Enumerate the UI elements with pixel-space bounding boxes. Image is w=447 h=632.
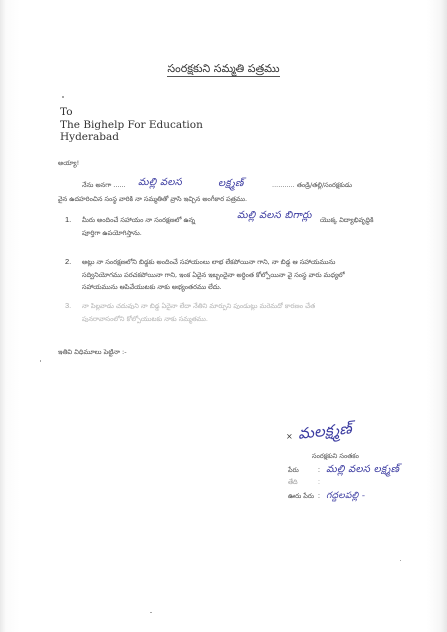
scan-speck	[62, 96, 64, 98]
intro-dots: ...........	[272, 181, 295, 189]
intro-line-2: వైన ఉదహరించిన సంస్థ వారికి నా సమ్మతితో వ్రాసి ఇచ్చిన అంగీకార పత్రము.	[58, 195, 248, 203]
name-colon: :	[318, 467, 320, 474]
intro-prefix: నేను అనగా ......	[82, 181, 126, 189]
place-value: గద్దలపల్లి -	[326, 491, 366, 501]
relation-text: తండ్రి/తల్లి/సంరక్షకుడు	[296, 181, 352, 189]
intro-relation	[272, 181, 352, 191]
address-line-to: To	[60, 106, 73, 118]
name-field	[288, 463, 399, 477]
clause-1-text	[82, 210, 400, 239]
clause-1-handwritten: మల్లి వలస బిగార్లు	[237, 210, 312, 221]
clause-2-line3: సహాయమును ఆపివేయుటకు నాకు అభ్యంతరము లేదు.	[82, 283, 222, 291]
clause-1-line2: పూర్తిగా ఉపయోగిస్తాను.	[82, 228, 142, 237]
clause-3-text	[82, 300, 400, 325]
clause-1-before: మీరు అందించే సహాయం నా సంరక్షణలో ఉన్న	[82, 216, 196, 224]
recipient-address	[60, 106, 203, 144]
clause-3-number: 3.	[65, 301, 72, 310]
clause-2	[65, 256, 400, 294]
salutation: అయ్యా!	[58, 159, 80, 167]
handwritten-name: మల్లి వలస	[138, 177, 183, 188]
form-title-text: సంరక్షకుని సమ్మతి పత్రము	[167, 62, 280, 75]
signature-mark: ×	[286, 432, 293, 441]
name-value: మల్లి వలస లక్ష్మణ్	[326, 464, 400, 475]
place-colon: :	[318, 493, 320, 500]
date-colon: :	[318, 479, 320, 486]
clause-2-text	[82, 256, 400, 294]
clause-2-number: 2.	[65, 257, 72, 266]
handwritten-name-2: లక్ష్మణ్	[218, 178, 244, 189]
date-field	[288, 478, 324, 488]
clause-3-line2: పునరావాసంలోని కోల్పోయుటకు నాకు సమ్మతము.	[82, 314, 208, 323]
closing-line: ఇతివి విధిమూలు పెట్టినా :-	[58, 348, 127, 356]
signature-label: సంరక్షకుని సంతకం	[312, 452, 359, 460]
guardian-signature: మలక్ష్మణ్	[296, 419, 353, 443]
scan-speck	[400, 560, 401, 561]
clause-1	[65, 210, 400, 239]
clause-1-after: యొక్క విద్యాభివృద్ధికి	[320, 216, 374, 224]
name-label: పేరు	[288, 466, 299, 474]
clause-3	[65, 300, 400, 325]
clause-1-number: 1.	[65, 215, 72, 224]
place-label: ఊరు పేరు	[288, 492, 315, 500]
date-label: తేది	[288, 478, 298, 486]
clause-2-line1: అట్లు నా సంరక్షణలోని బిడ్డకు అందించే సహాయంలు లాభ లేకపోయినా గాని, నా బిడ్డ ఆ సహాయమును	[82, 258, 336, 266]
place-field	[288, 491, 365, 503]
intro-line	[82, 177, 352, 191]
address-line-org: The Bighelp For Education	[60, 118, 203, 131]
address-line-city: Hyderabad	[60, 131, 120, 143]
clause-2-line2: సద్వినియోగము పరచకపోయినా గాని, ఇంక ఏదైన ఇబ్బందైనా అర్ధింత కోల్పోయినా వై సంస్థ వారు మధ్యలో	[82, 270, 345, 279]
scan-speck	[150, 612, 152, 613]
form-title	[0, 62, 447, 78]
clause-3-line1: నా పిల్లవాడు చదువుని నా బిడ్డ ఏదైనా	[82, 302, 178, 310]
scan-speck	[40, 360, 41, 362]
clause-3-line1b: లేదా నేతిని మార్పుని పుండుట్లు మరెమదో కారణం చేత	[179, 302, 316, 310]
